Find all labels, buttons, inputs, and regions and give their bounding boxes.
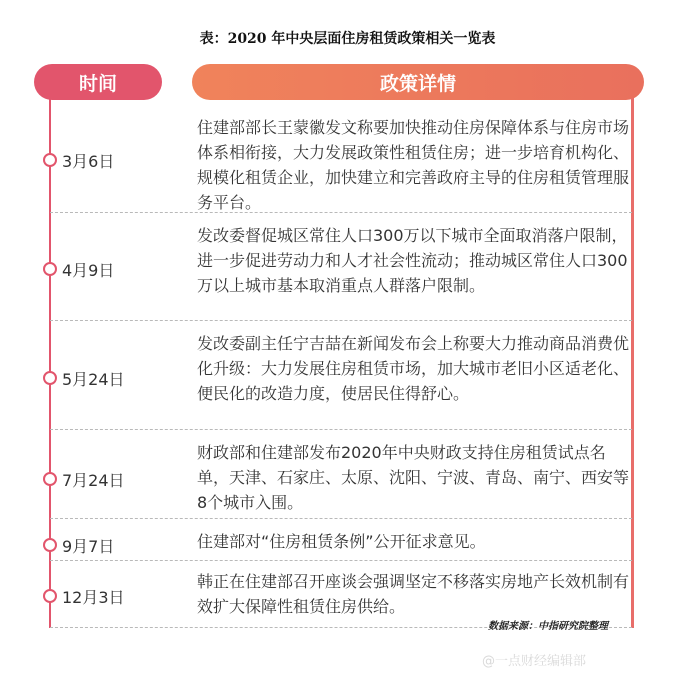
timeline-dot (43, 538, 57, 552)
row-date: 9月7日 (62, 537, 115, 556)
row-separator (50, 320, 632, 321)
row-date: 7月24日 (62, 471, 125, 490)
row-text: 发改委督促城区常住人口300万以下城市全面取消落户限制，进一步促进劳动力和人才社会性流动；推动城区常住人口300万以上城市基本取消重点人群落户限制。 (197, 226, 628, 295)
timeline-dot (43, 153, 57, 167)
timeline-dot (43, 472, 57, 486)
data-source-note: 数据来源：中指研究院整理 (488, 621, 608, 632)
frame-right-border (631, 98, 634, 628)
row-text: 韩正在住建部召开座谈会强调坚定不移落实房地产长效机制有效扩大保障性租赁住房供给。 (197, 572, 630, 616)
table-title: 表：2020 年中央层面住房租赁政策相关一览表 (199, 31, 496, 47)
row-separator (50, 560, 632, 561)
header-time: 时间 (34, 64, 162, 100)
timeline-dot (43, 262, 57, 276)
row-text: 发改委副主任宁吉喆在新闻发布会上称要大力推动商品消费优化升级：大力发展住房租赁市场，加大城市老旧小区适老化、便民化的改造力度，使居民住得舒心。 (197, 334, 630, 403)
header-policy: 政策详情 (192, 64, 644, 100)
row-separator (50, 429, 632, 430)
row-text: 财政部和住建部发布2020年中央财政支持住房租赁试点名单，天津、石家庄、太原、沈阳、宁波、青岛、南宁、西安等8个城市入围。 (197, 443, 630, 512)
row-separator (50, 212, 632, 213)
watermark: @一点财经编辑部 (482, 654, 587, 669)
row-date: 5月24日 (62, 370, 125, 389)
row-text: 住建部部长王蒙徽发文称要加快推动住房保障体系与住房市场体系相衔接，大力发展政策性租赁住房；进一步培育机构化、规模化租赁企业，加快建立和完善政府主导的住房租赁管理服务平台。 (197, 118, 630, 212)
row-separator (50, 518, 632, 519)
row-text: 住建部对“住房租赁条例”公开征求意见。 (197, 532, 486, 551)
row-date: 3月6日 (62, 152, 115, 171)
row-date: 12月3日 (62, 588, 125, 607)
timeline-dot (43, 371, 57, 385)
row-date: 4月9日 (62, 261, 115, 280)
timeline-dot (43, 589, 57, 603)
